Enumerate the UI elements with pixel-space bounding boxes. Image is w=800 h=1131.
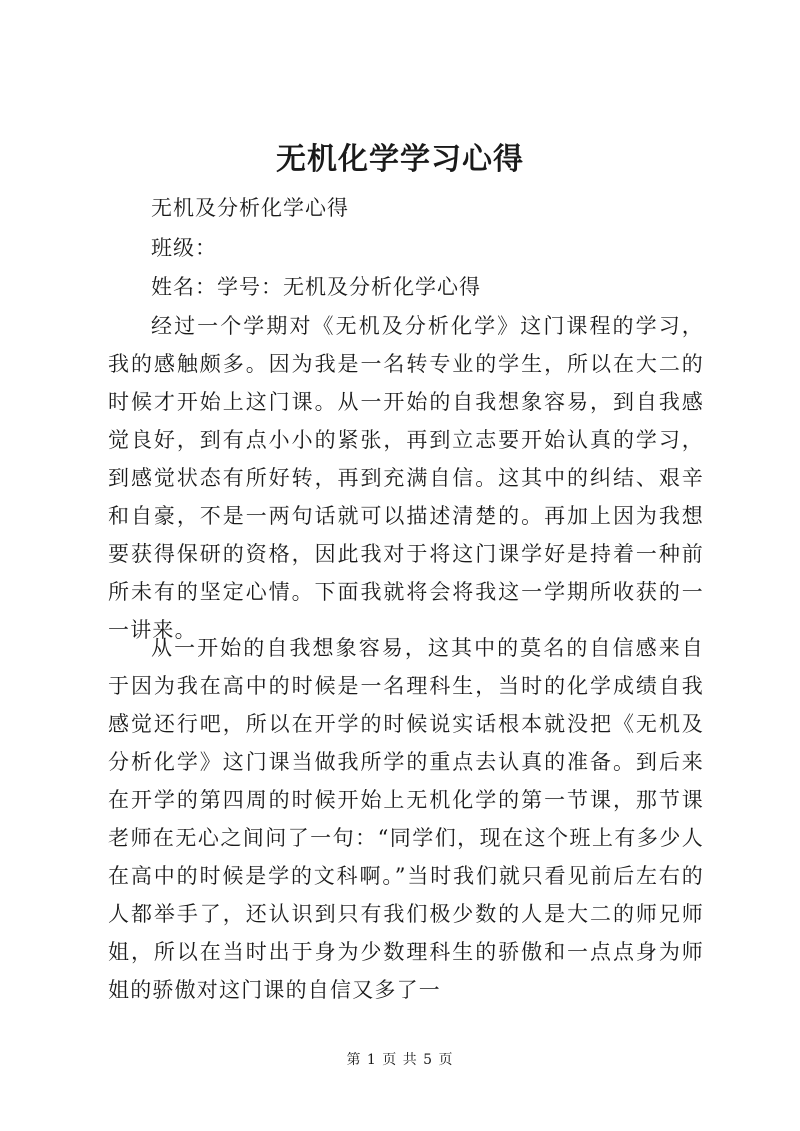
class-line: 班级： bbox=[151, 236, 217, 260]
document-title: 无机化学学习心得 bbox=[276, 142, 524, 177]
name-id-line: 姓名：学号：无机及分析化学心得 bbox=[151, 275, 481, 299]
page-footer: 第 1 页 共 5 页 bbox=[346, 1052, 454, 1068]
paragraph-1: 经过一个学期对《无机及分析化学》这门课程的学习，我的感触颇多。因为我是一名转专业的学生，所以在大二的时候才开始上这门课。从一开始的自我想象容易，到自我感觉良好，到有点小小的紧张，再到立志要开始认真的学习，到感觉状态有所好转，再到充满自信。这其中的纠结、艰辛和自豪，不是一两句话就可以描述清楚的。再加上因为我想要获得保研的资格，因此我对于将这门课学好是持着一种前所未有的坚定心情。下面我就将会将我这一学期所收获的一一讲来。 bbox=[108, 314, 704, 642]
document-subtitle: 无机及分析化学心得 bbox=[151, 196, 349, 220]
paragraph-2: 从一开始的自我想象容易，这其中的莫名的自信感来自于因为我在高中的时候是一名理科生，当时的化学成绩自我感觉还行吧，所以在开学的时候说实话根本就没把《无机及分析化学》这门课当做我所学的重点去认真的准备。到后来在开学的第四周的时候开始上无机化学的第一节课，那节课老师在无心之间问了一句：“同学们，现在这个班上有多少人在高中的时候是学的文科啊。”当时我们就只看见前后左右的人都举手了，还认识到只有我们极少数的人是大二的师兄师姐，所以在当时出于身为少数理科生的骄傲和一点点身为师姐的骄傲对这门课的自信又多了一 bbox=[108, 636, 704, 1002]
